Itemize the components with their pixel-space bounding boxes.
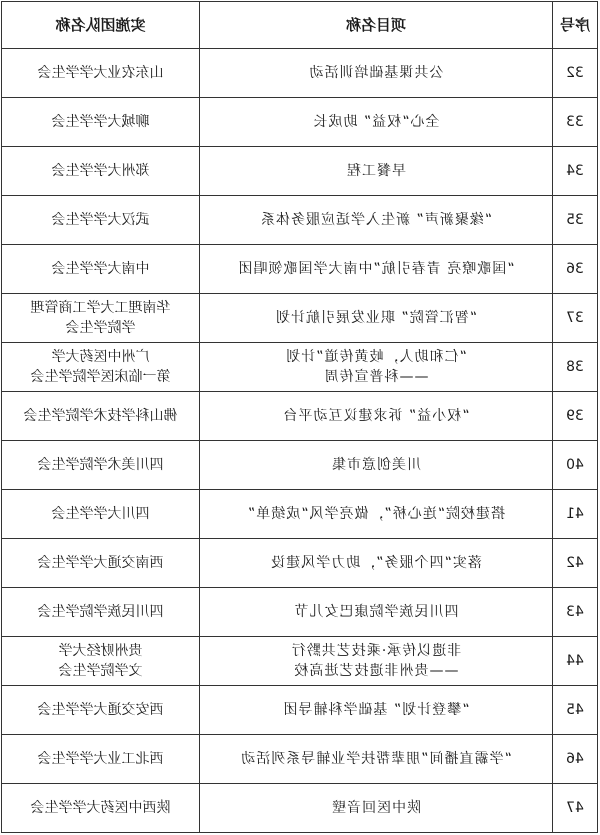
row-number: 38 bbox=[553, 343, 598, 392]
team-name-cell bbox=[2, 588, 200, 637]
table-row bbox=[2, 588, 598, 637]
project-name-line: “国歌嘹亮 青春引航”中南大学国歌领唱团 bbox=[237, 261, 515, 277]
row-number: 45 bbox=[553, 686, 598, 735]
project-name-cell bbox=[200, 784, 553, 833]
table-body bbox=[2, 49, 598, 833]
table-row bbox=[2, 686, 598, 735]
team-name-line: 学院学生会 bbox=[65, 320, 136, 336]
project-name-cell bbox=[200, 539, 553, 588]
table-row bbox=[2, 196, 598, 245]
project-name-line: “智汇管院” 职业发展引航计划 bbox=[275, 310, 477, 326]
table-row bbox=[2, 784, 598, 833]
row-number: 42 bbox=[553, 539, 598, 588]
table-row bbox=[2, 294, 598, 343]
row-number: 32 bbox=[553, 49, 598, 98]
team-name-line: 华南理工大学工商管理 bbox=[30, 300, 171, 316]
project-name-line: “仁和助人，岐黄传道”计划 bbox=[285, 349, 467, 365]
team-name-line: 西北工业大学学生会 bbox=[37, 751, 164, 767]
project-name-cell bbox=[200, 490, 553, 539]
team-name-line: 西南交通大学学生会 bbox=[37, 555, 164, 571]
project-name-cell bbox=[200, 392, 553, 441]
project-name-line: 非遗以传承·乘技艺共黔行 bbox=[290, 643, 462, 659]
project-name-cell bbox=[200, 147, 553, 196]
team-name-line: 佛山科学技术学院学生会 bbox=[23, 408, 178, 424]
row-number: 35 bbox=[553, 196, 598, 245]
row-number: 46 bbox=[553, 735, 598, 784]
project-name-line: “权小益” 诉求建议互动平台 bbox=[282, 408, 470, 424]
project-name-line: ——贵州非遗技艺进高校 bbox=[293, 663, 459, 679]
table-row bbox=[2, 637, 598, 686]
team-name-cell bbox=[2, 637, 200, 686]
project-name-cell bbox=[200, 196, 553, 245]
row-number: 33 bbox=[553, 98, 598, 147]
team-name-cell bbox=[2, 392, 200, 441]
team-name-line: 陕西中医药大学学生会 bbox=[30, 800, 171, 816]
project-name-line: ——科普宣传周 bbox=[323, 369, 429, 385]
table-row bbox=[2, 490, 598, 539]
team-name-cell bbox=[2, 49, 200, 98]
team-name-cell bbox=[2, 245, 200, 294]
team-name-line: 四川美术学院学生会 bbox=[37, 457, 164, 473]
header-project: 项目名称 bbox=[200, 2, 553, 49]
project-name-line: 陕中医回音壁 bbox=[331, 800, 421, 816]
project-name-cell bbox=[200, 49, 553, 98]
row-number: 41 bbox=[553, 490, 598, 539]
project-name-line: 全心“权益” 助成长 bbox=[312, 114, 440, 130]
header-row bbox=[2, 2, 598, 49]
project-name-line: 川美创意市集 bbox=[331, 457, 421, 473]
header-team: 实施团队名称 bbox=[2, 2, 200, 49]
project-name-cell bbox=[200, 245, 553, 294]
team-name-line: 郑州大学学生会 bbox=[51, 163, 150, 179]
project-name-line: 四川民族学院康巴女儿节 bbox=[293, 604, 459, 620]
table-row bbox=[2, 343, 598, 392]
table-row bbox=[2, 392, 598, 441]
team-name-cell bbox=[2, 735, 200, 784]
team-name-line: 第一临床医学院学生会 bbox=[30, 369, 171, 385]
project-name-cell bbox=[200, 686, 553, 735]
team-name-cell bbox=[2, 686, 200, 735]
row-number: 43 bbox=[553, 588, 598, 637]
row-number: 39 bbox=[553, 392, 598, 441]
projects-table bbox=[1, 1, 598, 833]
project-name-line: “学霸直播间”朋辈帮扶学业辅导系列活动 bbox=[240, 751, 512, 767]
row-number: 37 bbox=[553, 294, 598, 343]
project-name-cell bbox=[200, 637, 553, 686]
project-name-cell bbox=[200, 588, 553, 637]
table-row bbox=[2, 441, 598, 490]
team-name-cell bbox=[2, 343, 200, 392]
project-name-cell bbox=[200, 735, 553, 784]
project-name-line: “攀登计划” 基础学科辅导团 bbox=[282, 702, 470, 718]
project-name-cell bbox=[200, 294, 553, 343]
project-name-line: 早餐工程 bbox=[346, 163, 406, 179]
team-name-cell bbox=[2, 147, 200, 196]
project-name-line: 搭建校院“连心桥”，做亮学风“成绩单” bbox=[247, 506, 506, 522]
row-number: 44 bbox=[553, 637, 598, 686]
team-name-line: 文学院学生会 bbox=[58, 663, 143, 679]
team-name-cell bbox=[2, 441, 200, 490]
table-row bbox=[2, 49, 598, 98]
team-name-line: 武汉大学学生会 bbox=[51, 212, 150, 228]
project-name-line: 落实“四个服务”，助力学风建设 bbox=[270, 555, 482, 571]
team-name-cell bbox=[2, 294, 200, 343]
project-name-line: “缘聚新声” 新生入学适应服务体系 bbox=[260, 212, 492, 228]
team-name-cell bbox=[2, 490, 200, 539]
team-name-line: 贵州财经大学 bbox=[58, 643, 143, 659]
header-no: 序号 bbox=[553, 2, 598, 49]
table-row bbox=[2, 147, 598, 196]
table-row bbox=[2, 539, 598, 588]
row-number: 34 bbox=[553, 147, 598, 196]
team-name-line: 广州中医药大学 bbox=[51, 349, 150, 365]
project-name-cell bbox=[200, 441, 553, 490]
row-number: 40 bbox=[553, 441, 598, 490]
row-number: 47 bbox=[553, 784, 598, 833]
table-row bbox=[2, 735, 598, 784]
team-name-cell bbox=[2, 784, 200, 833]
team-name-line: 中南大学学生会 bbox=[51, 261, 150, 277]
team-name-line: 山东农业大学学生会 bbox=[37, 65, 164, 81]
table-row bbox=[2, 98, 598, 147]
project-name-cell bbox=[200, 98, 553, 147]
team-name-line: 西安交通大学学生会 bbox=[37, 702, 164, 718]
project-name-cell bbox=[200, 343, 553, 392]
table-row bbox=[2, 245, 598, 294]
team-name-cell bbox=[2, 196, 200, 245]
row-number: 36 bbox=[553, 245, 598, 294]
team-name-cell bbox=[2, 539, 200, 588]
project-name-line: 公共课基础培训活动 bbox=[308, 65, 444, 81]
team-name-line: 聊城大学学生会 bbox=[51, 114, 150, 130]
team-name-line: 四川大学学生会 bbox=[51, 506, 150, 522]
team-name-line: 四川民族学院学生会 bbox=[37, 604, 164, 620]
team-name-cell bbox=[2, 98, 200, 147]
